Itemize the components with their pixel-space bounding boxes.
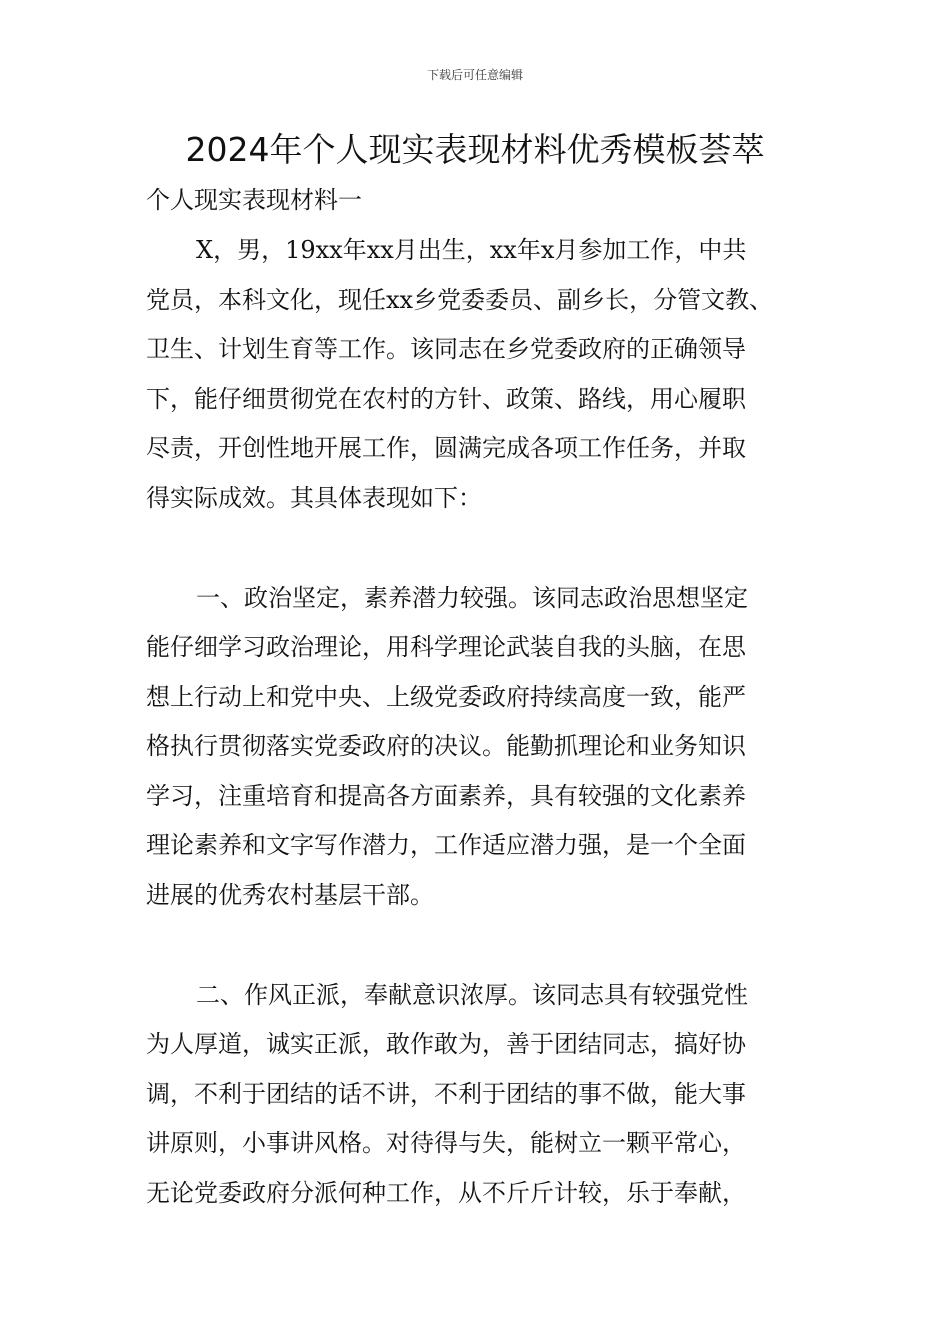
paragraph-3-line-1: 二、作风正派，奉献意识浓厚。该同志具有较强党性 xyxy=(196,981,748,1009)
paragraph-1-line-3: 卫生、计划生育等工作。该同志在乡党委政府的正确领导 xyxy=(146,335,746,363)
document-title: 2024年个人现实表现材料优秀模板荟萃 xyxy=(185,130,765,169)
paragraph-2-line-2: 能仔细学习政治理论，用科学理论武装自我的头脑，在思 xyxy=(146,633,746,661)
paragraph-1-line-2: 党员，本科文化，现任xx乡党委委员、副乡长，分管文教、 xyxy=(146,286,774,314)
header-note: 下载后可任意编辑 xyxy=(426,68,523,82)
paragraph-2-line-5: 学习，注重培育和提高各方面素养，具有较强的文化素养 xyxy=(146,782,746,810)
paragraph-1-line-5: 尽责，开创性地开展工作，圆满完成各项工作任务，并取 xyxy=(146,434,746,462)
paragraph-1-line-4: 下，能仔细贯彻党在农村的方针、政策、路线，用心履职 xyxy=(146,385,746,413)
paragraph-3-line-4: 讲原则，小事讲风格。对待得与失，能树立一颗平常心， xyxy=(146,1129,746,1157)
section-title: 个人现实表现材料一 xyxy=(146,186,362,214)
paragraph-2-line-7: 进展的优秀农村基层干部。 xyxy=(146,881,434,909)
paragraph-2-line-3: 想上行动上和党中央、上级党委政府持续高度一致，能严 xyxy=(146,683,746,711)
paragraph-2-line-6: 理论素养和文字写作潜力，工作适应潜力强，是一个全面 xyxy=(146,831,746,859)
paragraph-3-line-2: 为人厚道，诚实正派，敢作敢为，善于团结同志，搞好协 xyxy=(146,1030,746,1058)
paragraph-1-line-1: X，男，19xx年xx月出生，xx年x月参加工作，中共 xyxy=(196,236,747,264)
paragraph-2-line-1: 一、政治坚定，素养潜力较强。该同志政治思想坚定 xyxy=(196,584,748,612)
paragraph-1-line-6: 得实际成效。其具体表现如下： xyxy=(146,484,482,512)
paragraph-2-line-4: 格执行贯彻落实党委政府的决议。能勤抓理论和业务知识 xyxy=(146,732,746,760)
paragraph-3-line-5: 无论党委政府分派何种工作，从不斤斤计较，乐于奉献， xyxy=(146,1179,746,1207)
paragraph-3-line-3: 调，不利于团结的话不讲，不利于团结的事不做，能大事 xyxy=(146,1080,746,1108)
